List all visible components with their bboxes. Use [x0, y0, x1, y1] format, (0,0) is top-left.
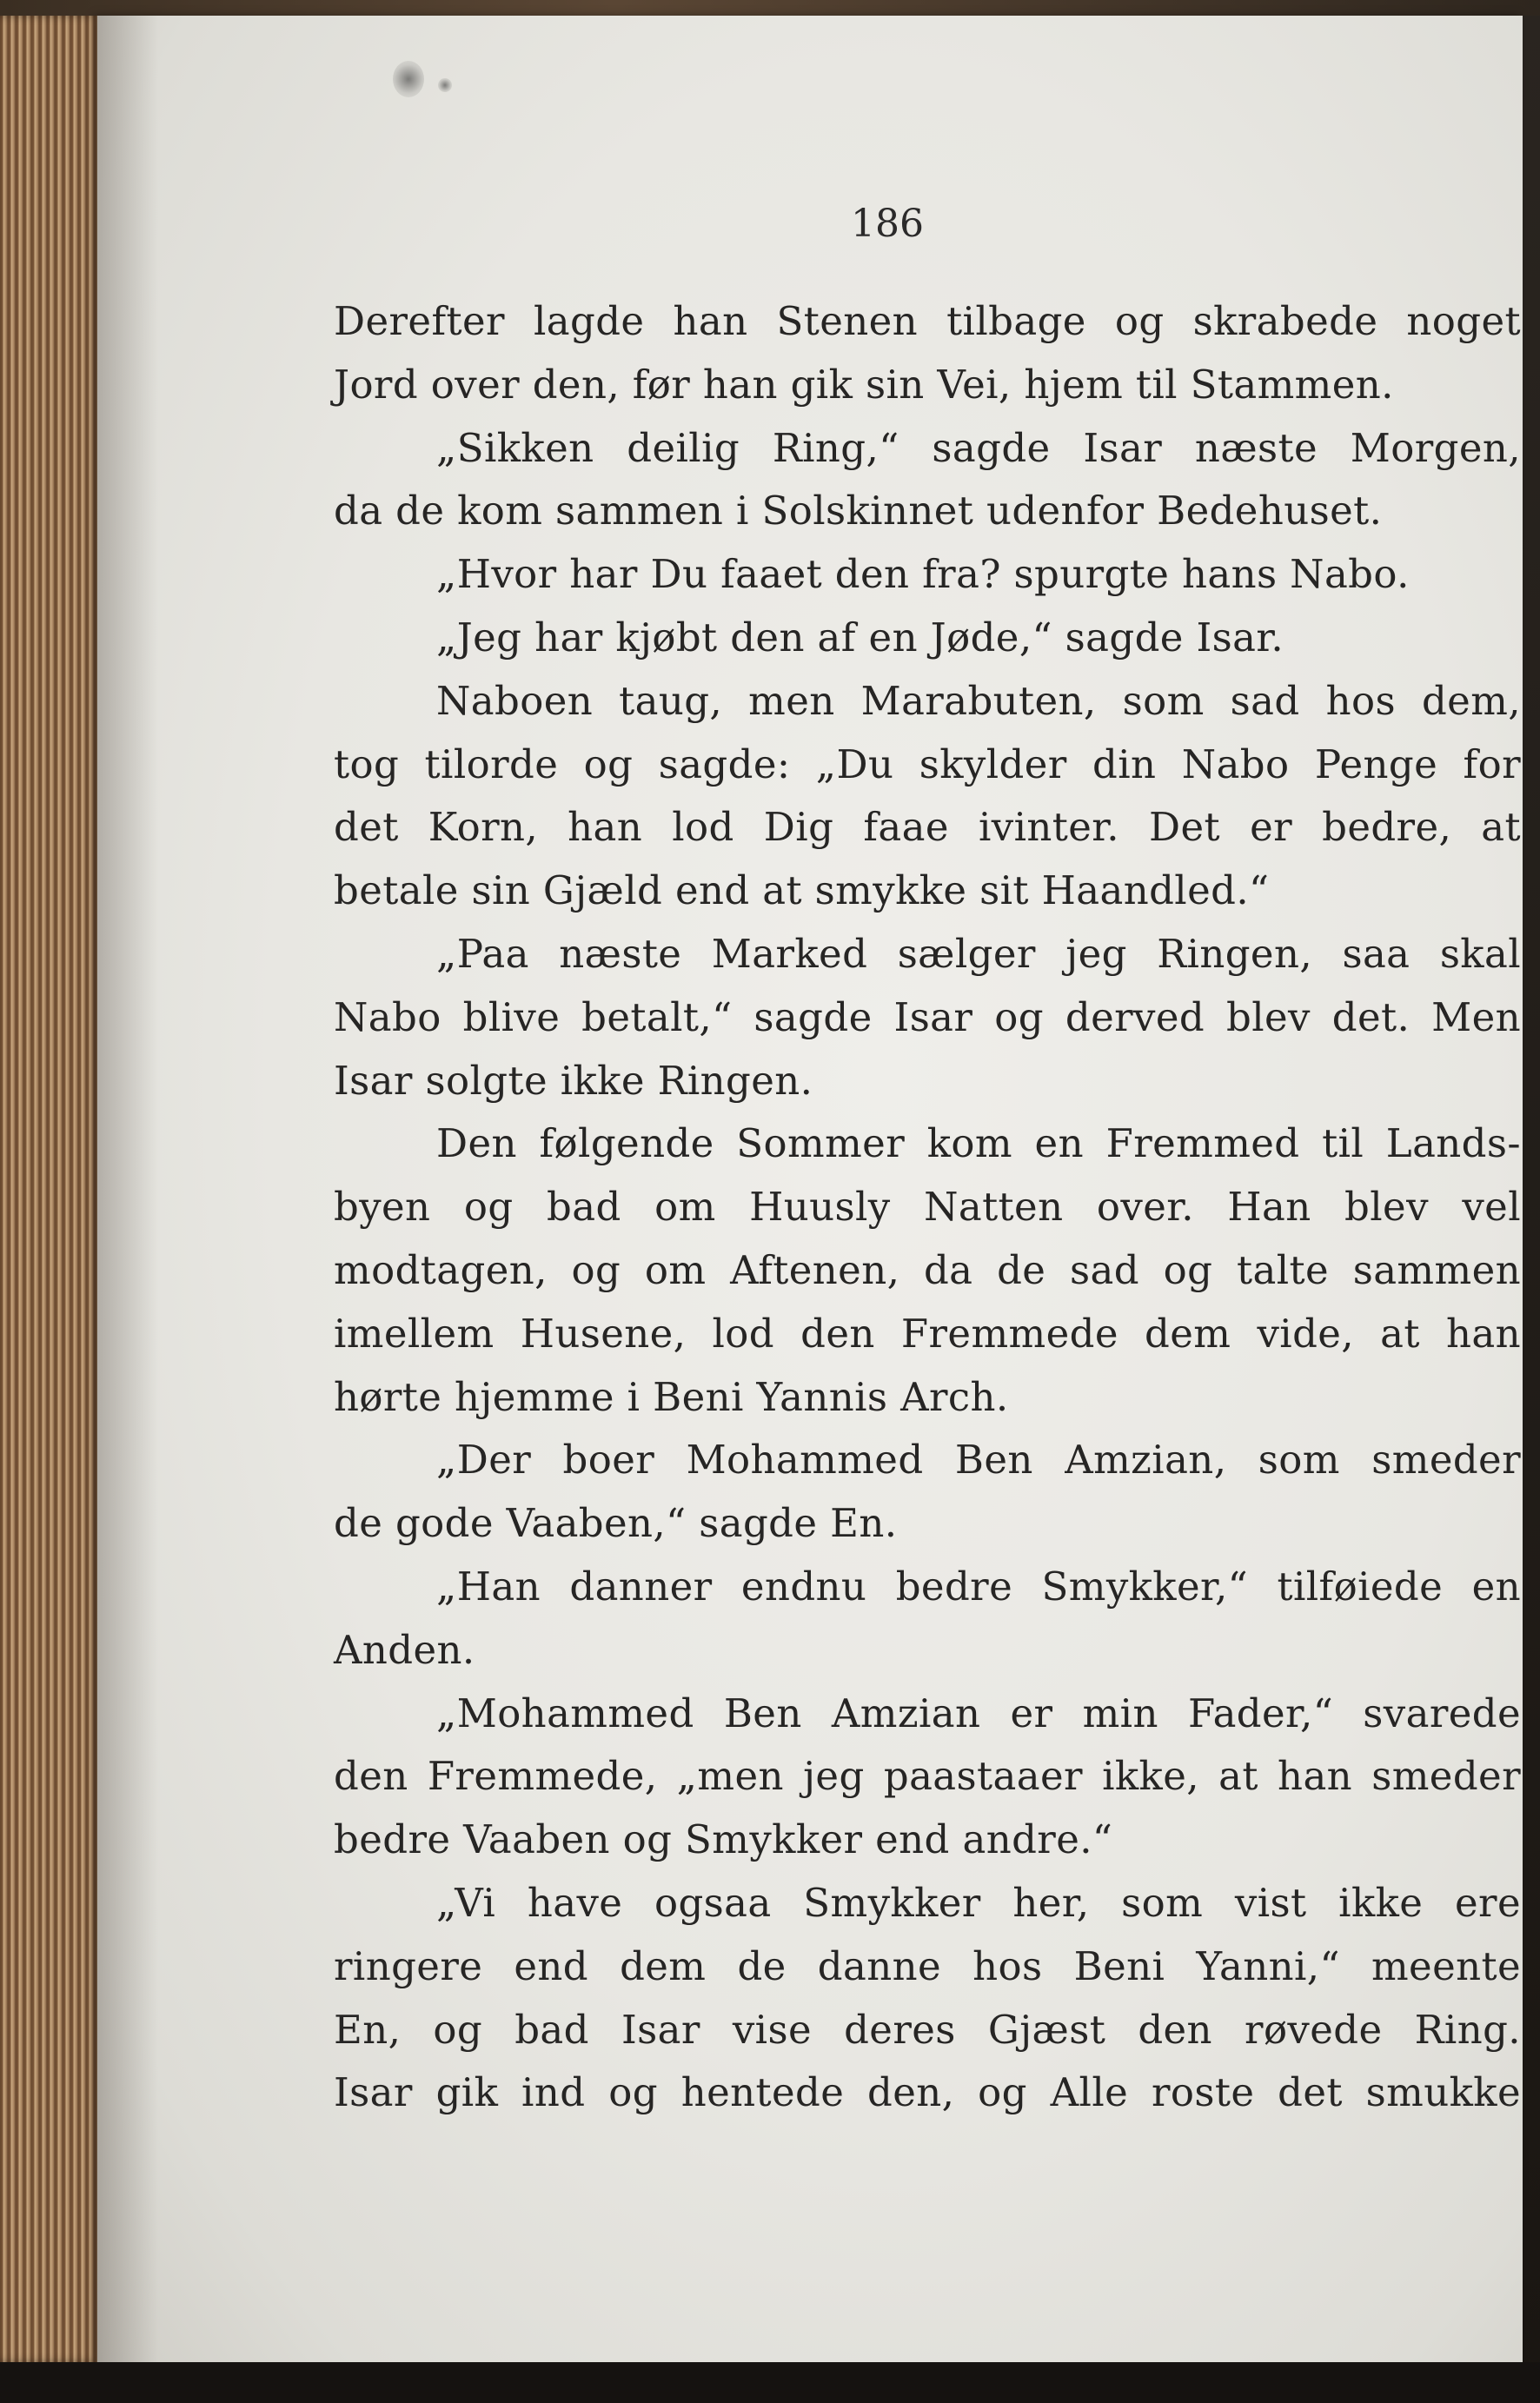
text-line: Derefter lagde han Stenen tilbage og skrabede noget: [334, 298, 1521, 344]
ink-smudge-small: [438, 78, 452, 92]
text-line: „Han danner endnu bedre Smykker,“ tilføiede en: [436, 1563, 1521, 1610]
text-line: Naboen taug, men Marabuten, som sad hos dem,: [436, 677, 1521, 724]
page-number: 186: [851, 202, 924, 246]
text-line: Anden.: [334, 1626, 475, 1673]
text-line: Den følgende Sommer kom en Fremmed til Lands-: [436, 1120, 1521, 1167]
text-line: da de kom sammen i Solskinnet udenfor Bedehuset.: [334, 488, 1383, 534]
text-line: hørte hjemme i Beni Yannis Arch.: [334, 1373, 1009, 1420]
page-stack-edge: [0, 16, 104, 2362]
text-line: „Vi have ogsaa Smykker her, som vist ikke ere: [436, 1879, 1521, 1926]
text-line: modtagen, og om Aftenen, da de sad og talte sammen: [334, 1246, 1521, 1293]
text-line: „Der boer Mohammed Ben Amzian, som smeder: [436, 1437, 1521, 1484]
book-top-edge: [0, 0, 1540, 16]
text-line: Isar gik ind og hentede den, og Alle roste det smukke: [334, 2069, 1521, 2116]
body-text: [334, 290, 1521, 2125]
text-line: de gode Vaaben,“ sagde En.: [334, 1500, 898, 1547]
text-line: den Fremmede, „men jeg paastaaer ikke, at han smeder: [334, 1753, 1521, 1800]
text-line: „Mohammed Ben Amzian er min Fader,“ svarede: [436, 1689, 1521, 1736]
ink-smudge: [393, 61, 424, 97]
book-page: [97, 16, 1523, 2362]
spine-shadow: [97, 16, 158, 2362]
text-line: Nabo blive betalt,“ sagde Isar og derved blev det. Men: [334, 993, 1521, 1040]
text-line: det Korn, han lod Dig faae ivinter. Det er bedre, at: [334, 804, 1521, 851]
text-line: byen og bad om Huusly Natten over. Han blev vel: [334, 1184, 1521, 1231]
text-line: „Jeg har kjøbt den af en Jøde,“ sagde Isar.: [436, 614, 1284, 660]
text-line: En, og bad Isar vise deres Gjæst den røvede Ring.: [334, 2006, 1521, 2053]
text-line: „Hvor har Du faaet den fra? spurgte hans Nabo.: [436, 551, 1410, 598]
text-line: „Paa næste Marked sælger jeg Ringen, saa skal: [436, 930, 1521, 977]
text-line: imellem Husene, lod den Fremmede dem vide, at han: [334, 1310, 1521, 1357]
text-line: bedre Vaaben og Smykker end andre.“: [334, 1816, 1113, 1863]
text-line: Isar solgte ikke Ringen.: [334, 1057, 813, 1104]
text-line: ringere end dem de danne hos Beni Yanni,“ meente: [334, 1942, 1521, 1989]
text-line: tog tilorde og sagde: „Du skylder din Nabo Penge for: [334, 740, 1521, 787]
text-line: Jord over den, før han gik sin Vei, hjem til Stammen.: [334, 361, 1394, 408]
text-line: „Sikken deilig Ring,“ sagde Isar næste Morgen,: [436, 424, 1521, 471]
book-bottom-edge: [0, 2362, 1540, 2403]
text-line: betale sin Gjæld end at smykke sit Haandled.“: [334, 867, 1270, 914]
